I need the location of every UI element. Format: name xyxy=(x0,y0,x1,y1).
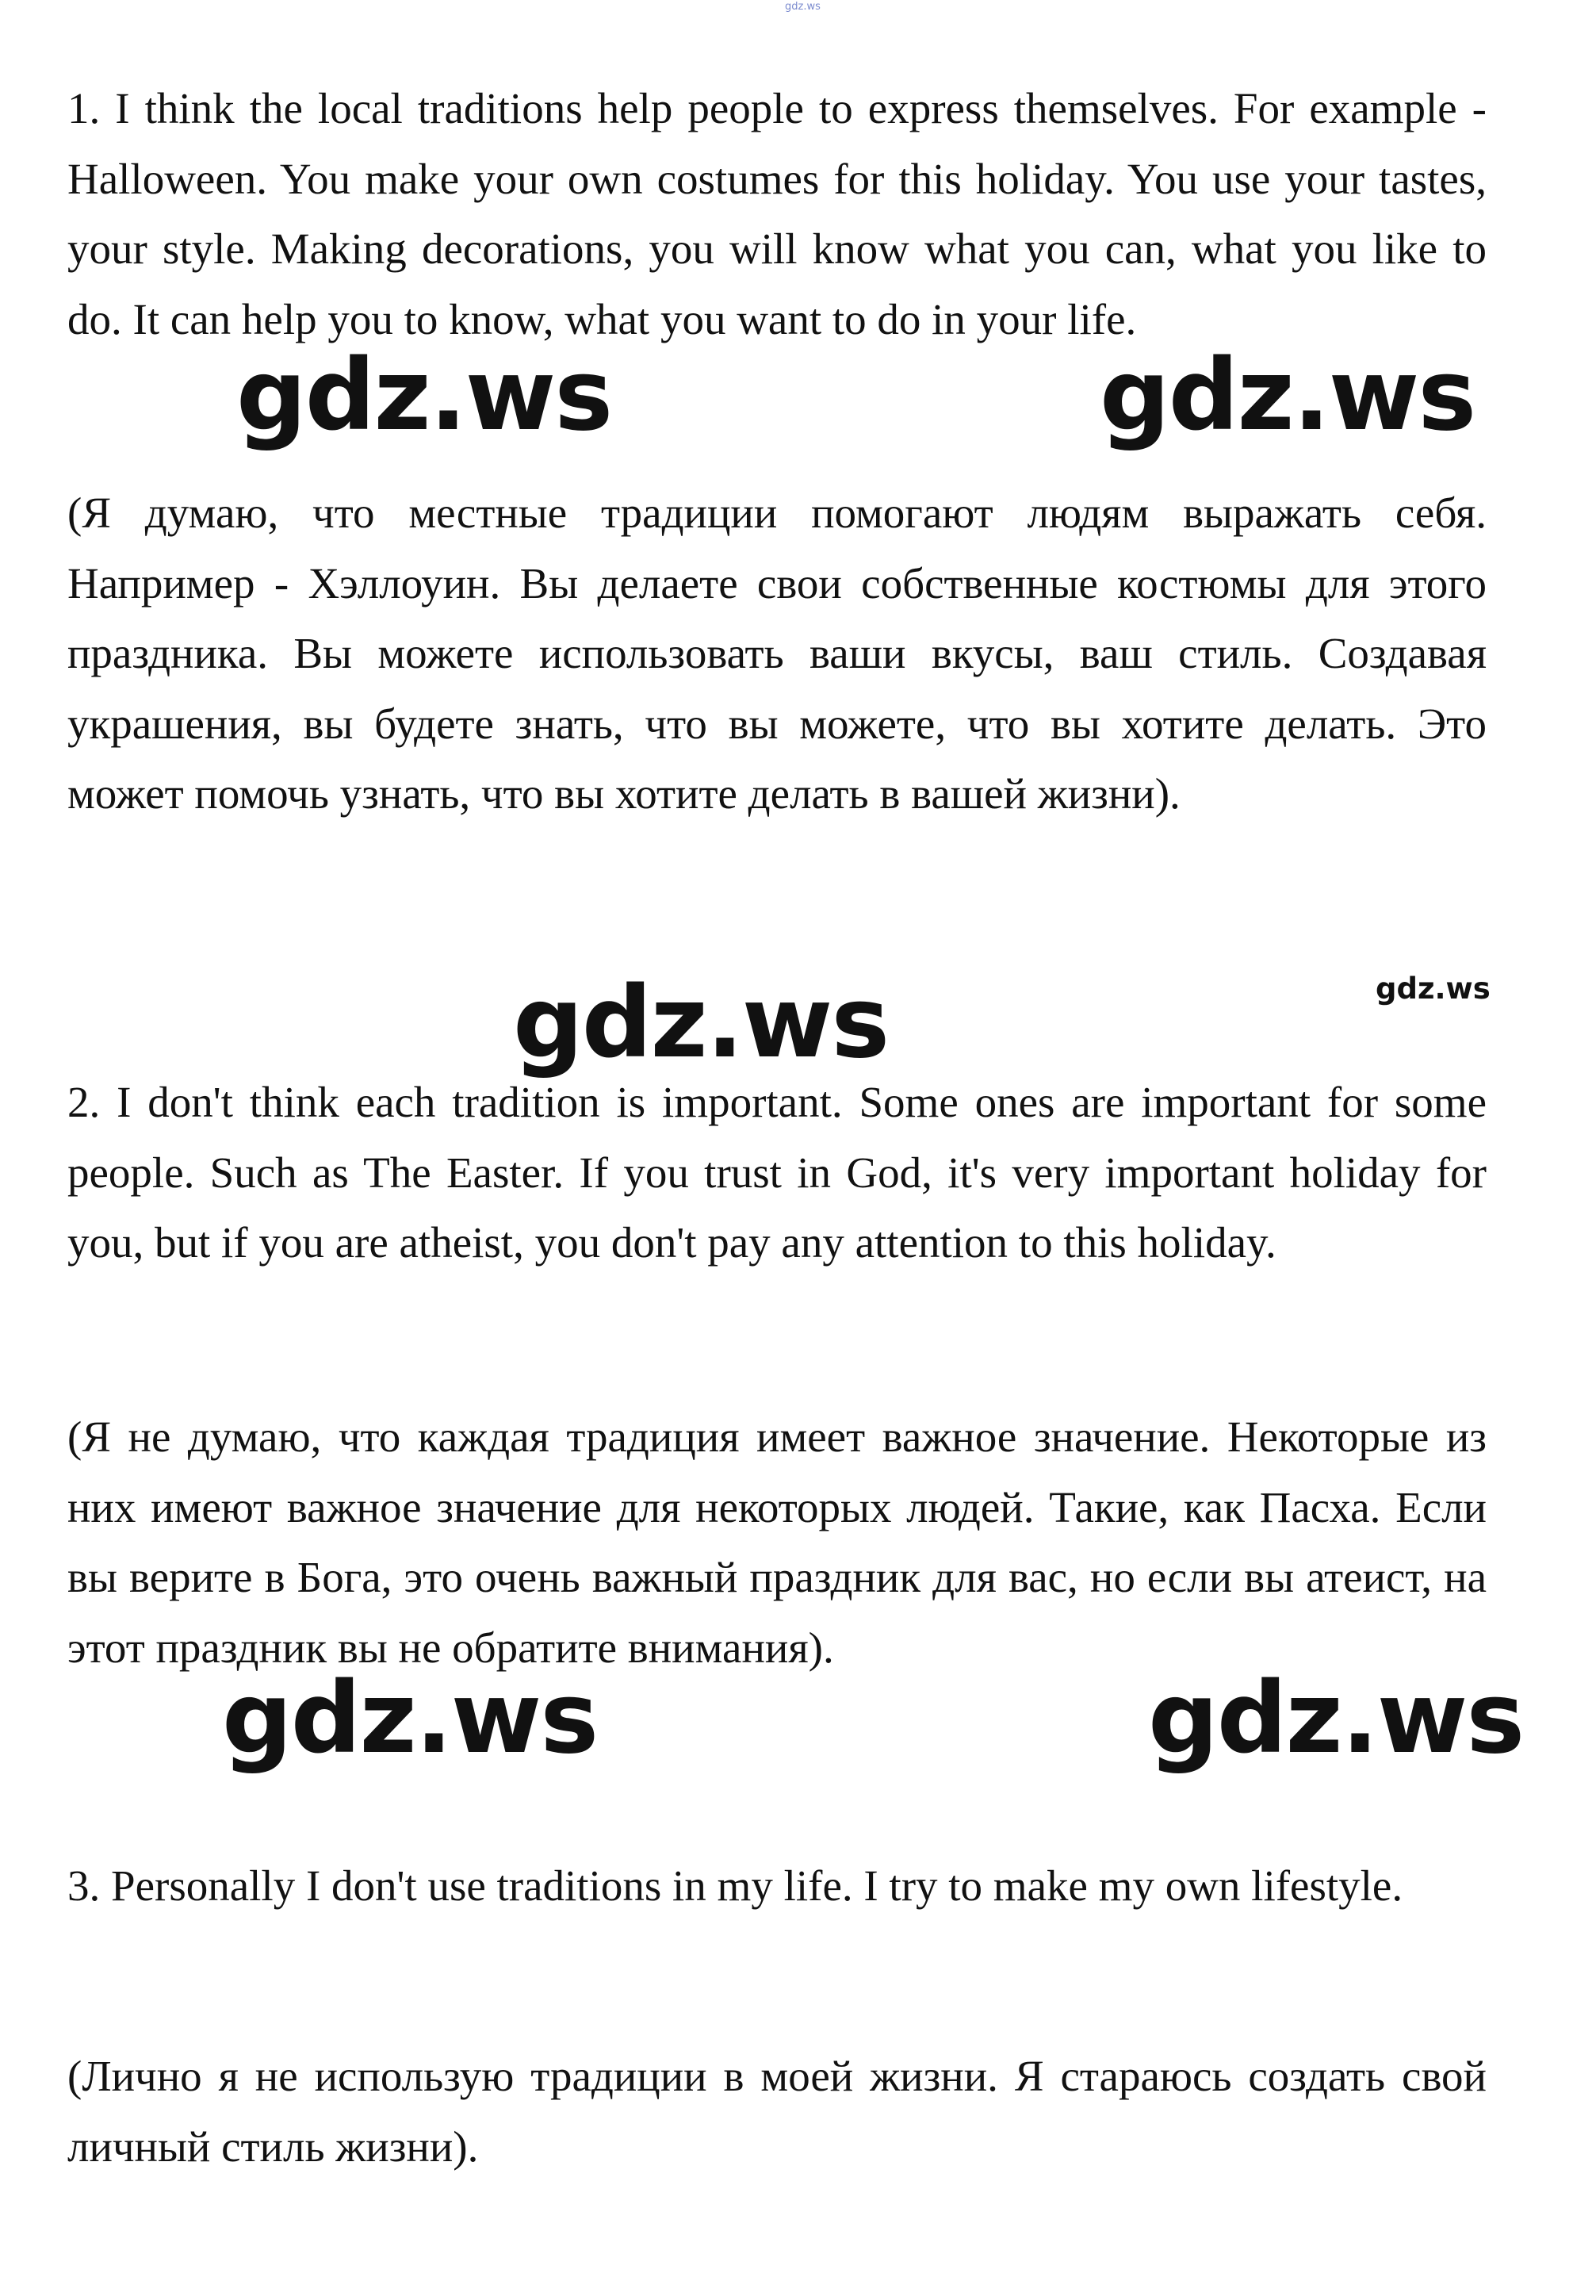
answer-2-russian: (Я не думаю, что каждая традиция имеет важное значение. Некоторые из них имеют важное значение для некоторых людей. Такие, как Пасха. Если вы верите в Бога, это очень важный праздник для вас, но если вы атеист, на этот праздник вы не обратите внимания). xyxy=(67,1412,1487,1672)
answer-3-russian: (Лично я не использую традиции в моей жизни. Я стараюсь создать свой личный стиль жизни). xyxy=(67,2052,1487,2171)
watermark-logo: gdz.ws xyxy=(1100,339,1475,453)
answer-2-english: 2. I don't think each tradition is important. Some ones are important for some people. Such as The Easter. If you trust in God, it's very important holiday for you, but if you are atheist, you don't pay any attention to this holiday. xyxy=(67,1078,1487,1267)
answer-3-english: 3. Personally I don't use traditions in my life. I try to make my own lifestyle. xyxy=(67,1861,1403,1910)
answer-1-english: 1. I think the local traditions help people to express themselves. For example - Halloween. You make your own costumes for this holiday. You use your tastes, your style. Making decorations, you will know what you can, what you like to do. It can help you to know, what you want to do in your life. xyxy=(67,84,1487,343)
watermark-logo: gdz.ws xyxy=(222,1662,598,1776)
watermark-logo: gdz.ws xyxy=(236,339,612,453)
answer-1-russian: (Я думаю, что местные традиции помогают людям выражать себя. Например - Хэллоуин. Вы делаете свои собственные костюмы для этого праздника. Вы можете использовать ваши вкусы, ваш стиль. Создавая украшения, вы будете знать, что вы можете, что вы хотите делать. Это может помочь узнать, что вы хотите делать в вашей жизни). xyxy=(67,489,1487,818)
watermark-logo: gdz.ws xyxy=(513,966,889,1080)
watermark-logo-small: gdz.ws xyxy=(1376,972,1491,1006)
watermark-logo: gdz.ws xyxy=(1148,1662,1524,1776)
header-site-mark: gdz.ws xyxy=(785,1,821,13)
